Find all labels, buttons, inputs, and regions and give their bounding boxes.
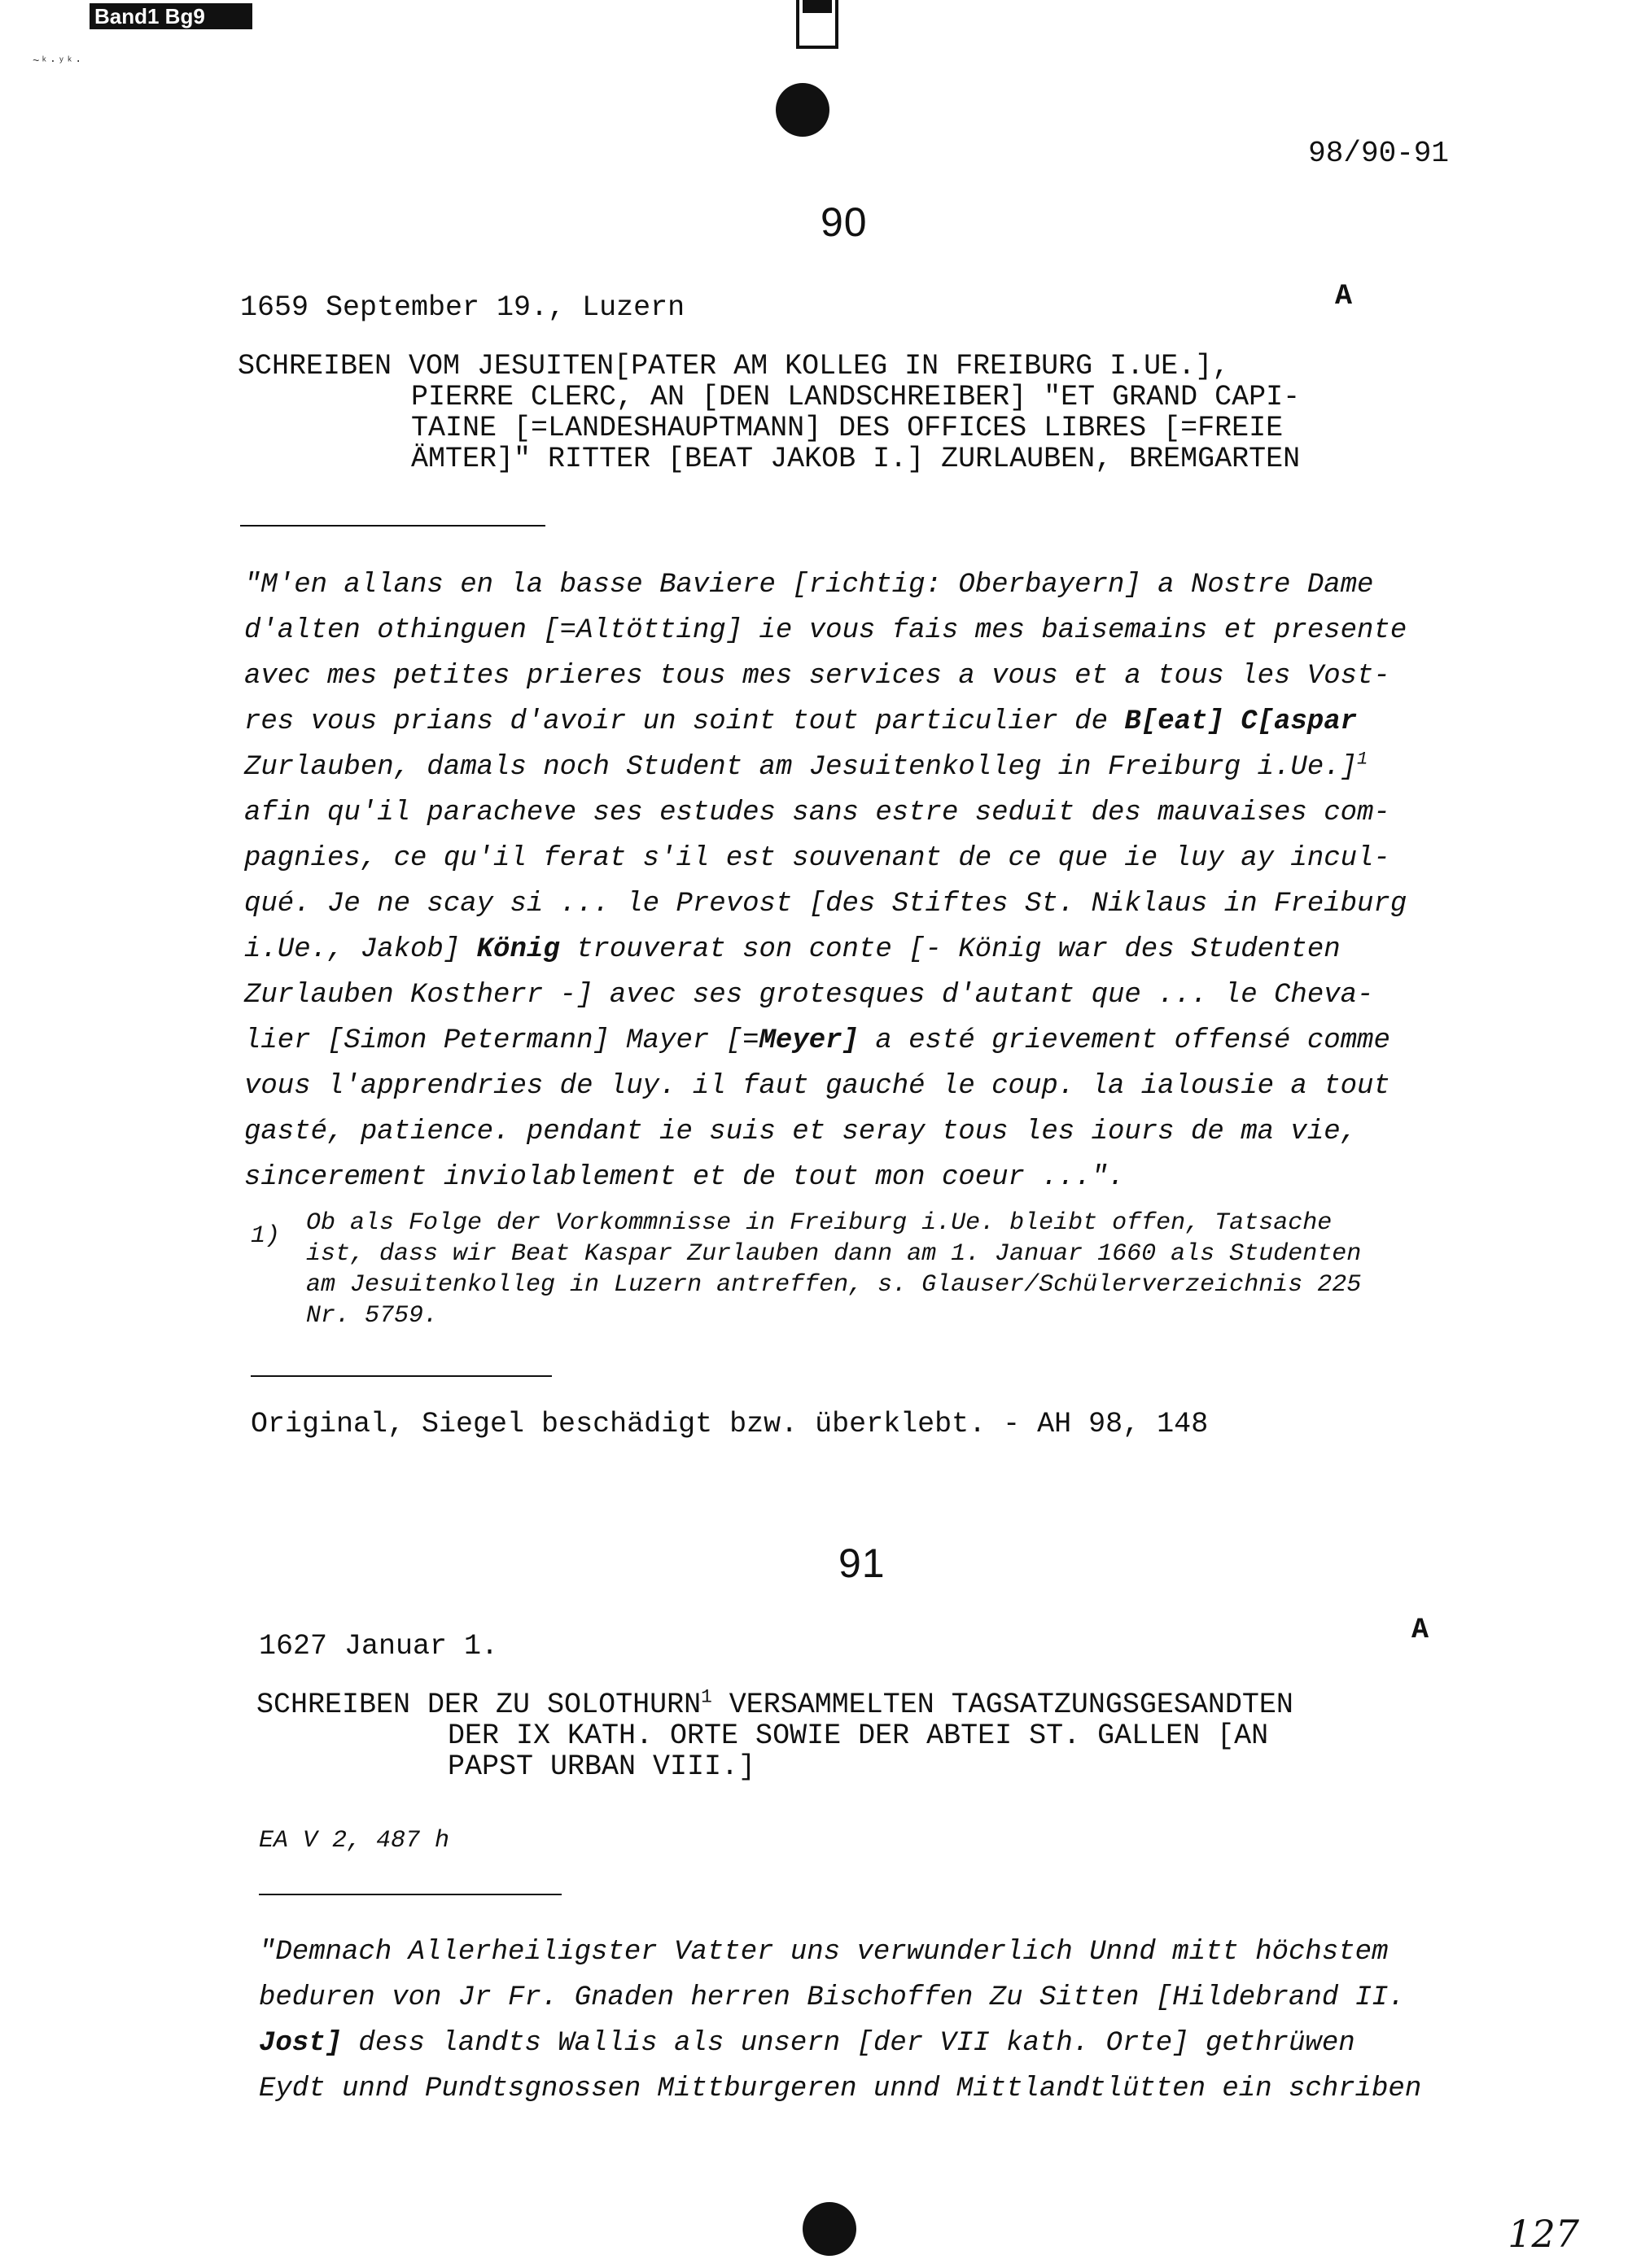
doc90-body-bold-name: Meyer] [759,1025,859,1056]
doc91-title-line-3: PAPST URBAN VIII.] [448,1750,756,1783]
doc90-body-bold-name: B[eat] C[aspar [1124,706,1358,737]
doc91-edition-reference: EA V 2, 487 h [259,1827,450,1855]
doc91-separator-rule [259,1894,562,1895]
doc91-body-line [259,2028,1355,2059]
doc90-body-line: qué. Je ne scay si ... le Prevost [des Stiftes St. Niklaus in Freiburg [244,889,1407,920]
handwritten-page-number: 127 [1508,2212,1579,2256]
doc91-body-line: "Demnach Allerheiligster Vatter uns verwunderlich Unnd mitt höchstem [259,1937,1389,1968]
punch-hole-bottom [803,2202,856,2256]
doc91-body-text: dess landts Wallis als unsern [der VII kath. Orte] gethrüwen [342,2028,1355,2059]
doc90-body-line: d'alten othinguen [=Altötting] ie vous fais mes baisemains et presente [244,615,1407,646]
doc90-body-line: "M'en allans en la basse Baviere [richtig: Oberbayern] a Nostre Dame [244,570,1374,601]
doc91-body-line: beduren von Jr Fr. Gnaden herren Bischoffen Zu Sitten [Hildebrand II. [259,1982,1405,2013]
doc90-body-line: pagnies, ce qu'il ferat s'il est souvenant de ce que ie luy ay incul- [244,843,1390,874]
doc90-date-line: 1659 September 19., Luzern [240,291,685,324]
doc90-body-line: vous l'apprendries de luy. il faut gauché le coup. la ialousie a tout [244,1071,1390,1102]
footnote-line: Nr. 5759. [306,1302,439,1330]
document-number-91: 91 [838,1540,886,1586]
footnote-line: am Jesuitenkolleg in Luzern antreffen, s. Glauser/Schülerverzeichnis 225 [306,1271,1362,1299]
scan-artifact-mark: ~ᵏ·ʸᵏ· [33,55,84,68]
doc90-body-line: sincerement inviolablement et de tout mon coeur ...". [244,1162,1125,1193]
doc90-body-line [244,1025,1390,1056]
doc90-body-line: Zurlauben Kostherr -] avec ses grotesques d'autant que ... le Cheva- [244,980,1374,1011]
binding-tab-mark [796,0,838,49]
doc90-title-line-1: SCHREIBEN VOM JESUITEN[PATER AM KOLLEG IN FREIBURG I.UE.], [238,350,1230,382]
doc90-body-text: trouverat son conte [- König war des Studenten [559,934,1341,965]
doc91-body-bold-name: Jost] [259,2028,343,2059]
doc90-title-line-3: TAINE [=LANDESHAUPTMANN] DES OFFICES LIBRES [=FREIE [411,412,1284,444]
punch-hole-top [776,83,829,137]
doc90-body-text: a esté grievement offensé comme [858,1025,1390,1056]
doc90-category: A [1335,280,1353,312]
doc90-body-text: Zurlauben, damals noch Student am Jesuitenkolleg in Freiburg i.Ue.] [244,752,1358,783]
doc90-body-line [244,934,1341,965]
doc90-body-line: afin qu'il paracheve ses estudes sans estre seduit des mauvaises com- [244,798,1390,828]
footnote-marker: 1 [701,1686,712,1708]
doc90-body-line [244,706,1357,737]
page-reference: 98/90-91 [1308,137,1449,170]
doc91-date-line: 1627 Januar 1. [259,1630,499,1663]
footnote-line: ist, dass wir Beat Kaspar Zurlauben dann am 1. Januar 1660 als Studenten [306,1240,1362,1268]
print-batch-tag: Band1 Bg9 [90,3,252,29]
doc90-title-line-2: PIERRE CLERC, AN [DEN LANDSCHREIBER] "ET GRAND CAPI- [411,381,1301,413]
doc91-title-line-2: DER IX KATH. ORTE SOWIE DER ABTEI ST. GALLEN [AN [448,1720,1269,1752]
doc91-title-line-1 [256,1686,1293,1721]
doc90-body-line [244,749,1368,783]
doc90-separator-rule [240,525,545,527]
doc90-body-line: avec mes petites prieres tous mes services a vous et a tous les Vost- [244,661,1390,692]
footnote-line: Ob als Folge der Vorkommnisse in Freiburg i.Ue. bleibt offen, Tatsache [306,1209,1333,1237]
footnote-number: 1) [251,1222,281,1250]
doc90-source-rule [251,1375,552,1377]
document-number-90: 90 [821,199,868,245]
doc90-body-bold-name: König [476,934,560,965]
doc90-title-line-4: ÄMTER]" RITTER [BEAT JAKOB I.] ZURLAUBEN, BREMGARTEN [411,443,1301,475]
doc90-body-text: i.Ue., Jakob] [244,934,477,965]
doc91-body-line: Eydt unnd Pundtsgnossen Mittburgeren unnd Mittlandtlütten ein schriben [259,2074,1422,2104]
doc90-body-text: lier [Simon Petermann] Mayer [= [244,1025,759,1056]
doc90-body-text: res vous prians d'avoir un soint tout particulier de [244,706,1125,737]
footnote-marker: 1 [1357,749,1368,770]
doc91-category: A [1411,1614,1429,1646]
doc91-title-text: SCHREIBEN DER ZU SOLOTHURN [256,1689,702,1721]
doc91-title-text: VERSAMMELTEN TAGSATZUNGSGESANDTEN [711,1689,1293,1721]
doc90-body-line: gasté, patience. pendant ie suis et seray tous les iours de ma vie, [244,1117,1358,1147]
doc90-source-note: Original, Siegel beschädigt bzw. überklebt. - AH 98, 148 [251,1408,1209,1440]
